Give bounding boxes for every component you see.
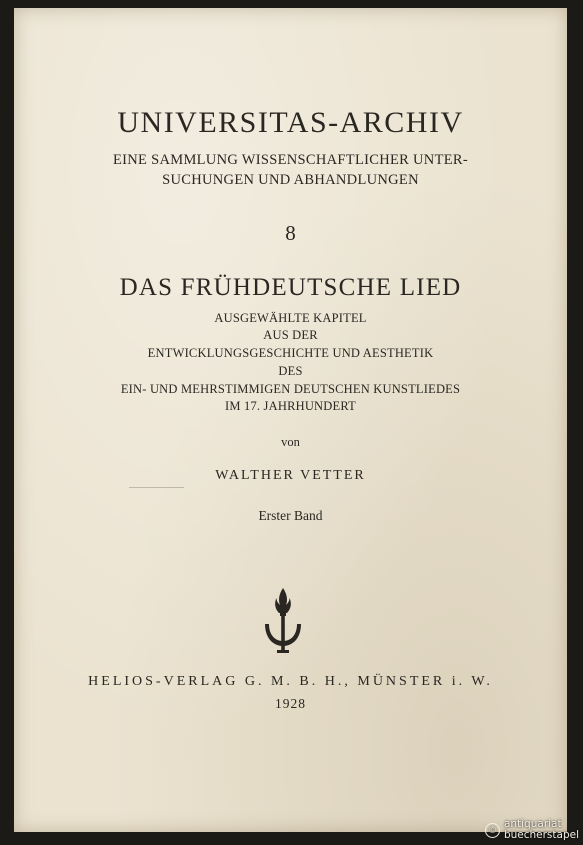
book-subtitle-line: DES (278, 364, 303, 378)
series-subtitle-line-2: SUCHUNGEN UND ABHANDLUNGEN (162, 172, 419, 188)
by-label: von (281, 435, 300, 449)
book-subtitle-line: IM 17. JAHRHUNDERT (225, 399, 356, 413)
copyright-icon: © (485, 823, 500, 838)
series-subtitle-line-1: EINE SAMMLUNG WISSENSCHAFTLICHER UNTER- (112, 152, 468, 168)
paper-mark (129, 487, 184, 488)
publication-year: 1928 (275, 696, 306, 711)
watermark-line-1: antiquariat (503, 818, 562, 830)
book-subtitle-line: EIN- UND MEHRSTIMMIGEN DEUTSCHEN KUNSTLIEDES (120, 382, 461, 396)
book-subtitle-line: ENTWICKLUNGSGESCHICHTE UND AESTHETIK (147, 346, 434, 360)
title-page (14, 8, 567, 832)
series-title: UNIVERSITAS-ARCHIV (117, 106, 464, 139)
watermark-line-2: buecherstapel (503, 829, 579, 841)
dealer-watermark (485, 819, 579, 841)
volume-label: Erster Band (258, 508, 323, 523)
author-name: WALTHER VETTER (215, 468, 366, 483)
book-subtitle-line: AUS DER (263, 328, 318, 342)
book-subtitle-line: AUSGEWÄHLTE KAPITEL (214, 311, 367, 325)
book-title: DAS FRÜHDEUTSCHE LIED (119, 274, 462, 301)
helios-torch-logo-icon (261, 586, 305, 656)
volume-number: 8 (285, 221, 296, 245)
publisher-imprint: HELIOS-VERLAG G. M. B. H., MÜNSTER i. W. (88, 674, 493, 689)
